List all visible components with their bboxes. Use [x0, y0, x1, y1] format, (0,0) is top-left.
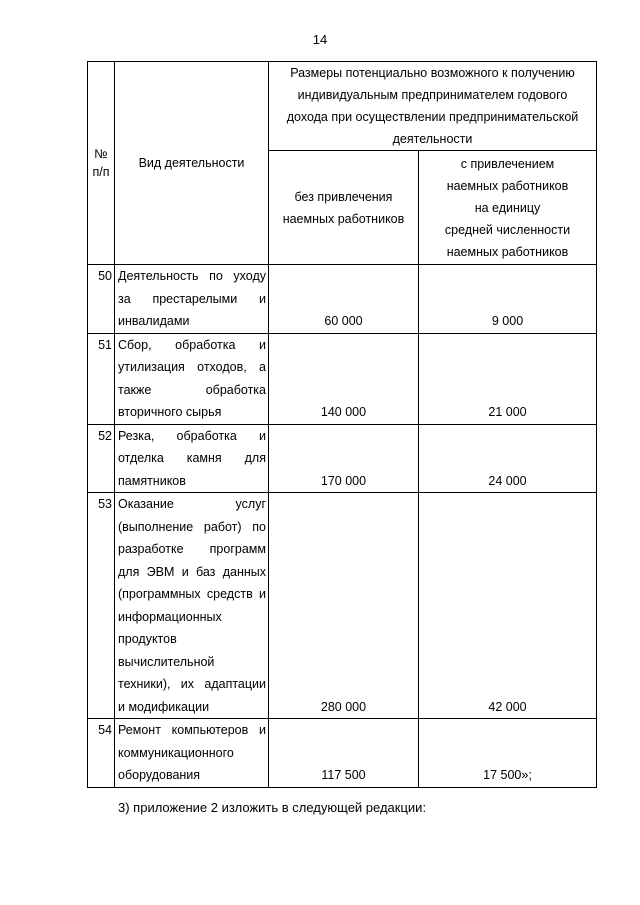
row-number: 53	[88, 493, 115, 719]
activity-line: информационных	[118, 609, 222, 624]
table-header	[88, 62, 597, 265]
header-col-a-line: наемных работников	[282, 211, 405, 226]
activity-line: Резка, обработка и	[118, 428, 266, 443]
income-without-employees: 170 000	[269, 424, 419, 493]
activity-line: вычислительной	[118, 654, 215, 669]
table-body	[88, 265, 597, 788]
header-col-b-line: наемных работников	[446, 178, 569, 193]
income-with-employees: 21 000	[419, 333, 597, 424]
header-without-employees	[269, 151, 419, 265]
table-row	[88, 719, 597, 788]
income-with-employees: 42 000	[419, 493, 597, 719]
activity-line: за престарелыми и	[118, 291, 266, 306]
header-number-pp: п/п	[92, 165, 110, 179]
header-col-b-line: наемных работников	[446, 244, 569, 259]
row-number: 51	[88, 333, 115, 424]
row-activity	[115, 424, 269, 493]
header-col-b-line: средней численности	[444, 222, 571, 237]
header-activity: Вид деятельности	[115, 62, 269, 265]
activity-line: (программных средств и	[118, 587, 266, 601]
activity-line: для ЭВМ и баз данных	[118, 564, 266, 579]
income-with-employees: 17 500»;	[419, 719, 597, 788]
income-with-employees: 24 000	[419, 424, 597, 493]
activity-line: вторичного сырья	[118, 405, 222, 419]
table-row	[88, 333, 597, 424]
header-col-b-line: на единицу	[474, 200, 541, 215]
income-without-employees: 60 000	[269, 265, 419, 334]
activity-line: памятников	[118, 473, 186, 488]
amendment-text: 3) приложение 2 изложить в следующей редакции:	[118, 800, 427, 815]
row-activity	[115, 333, 269, 424]
header-group-line: индивидуальным предпринимателем годового	[297, 88, 568, 102]
table-row	[88, 424, 597, 493]
page-number: 14	[312, 32, 328, 47]
activity-line: техники), их адаптации	[118, 677, 266, 691]
activity-line: Деятельность по уходу	[118, 269, 266, 283]
header-col-b-line: с привлечением	[460, 156, 555, 171]
income-without-employees: 117 500	[269, 719, 419, 788]
row-number: 52	[88, 424, 115, 493]
row-activity	[115, 719, 269, 788]
header-number	[88, 62, 115, 265]
header-group-line: дохода при осуществлении предпринимательской	[286, 110, 579, 124]
header-group-line: деятельности	[392, 132, 473, 146]
row-number: 54	[88, 719, 115, 788]
activity-line: (выполнение работ) по	[118, 519, 266, 534]
row-activity	[115, 265, 269, 334]
activity-line: разработке программ	[118, 542, 266, 556]
activity-line: Ремонт компьютеров и	[118, 723, 266, 737]
income-without-employees: 140 000	[269, 333, 419, 424]
income-table	[87, 61, 597, 788]
activity-line: Сбор, обработка и	[118, 337, 266, 352]
activity-line: Оказание услуг	[118, 497, 266, 511]
activity-line: коммуникационного	[118, 745, 234, 760]
header-col-a-line: без привлечения	[294, 189, 393, 204]
income-without-employees: 280 000	[269, 493, 419, 719]
table-row	[88, 493, 597, 719]
header-with-employees	[419, 151, 597, 265]
row-activity	[115, 493, 269, 719]
table-row	[88, 265, 597, 334]
header-group-line: Размеры потенциально возможного к получению	[290, 66, 575, 80]
activity-line: и модификации	[118, 699, 210, 714]
header-income-group	[269, 62, 597, 151]
activity-line: утилизация отходов, а	[118, 360, 266, 374]
activity-line: также обработка	[118, 382, 266, 397]
activity-line: оборудования	[118, 768, 201, 782]
activity-line: отделка камня для	[118, 451, 266, 465]
income-with-employees: 9 000	[419, 265, 597, 334]
header-number-sign: №	[94, 147, 108, 161]
row-number: 50	[88, 265, 115, 334]
activity-line: продуктов	[118, 632, 177, 646]
activity-line: инвалидами	[118, 314, 190, 328]
